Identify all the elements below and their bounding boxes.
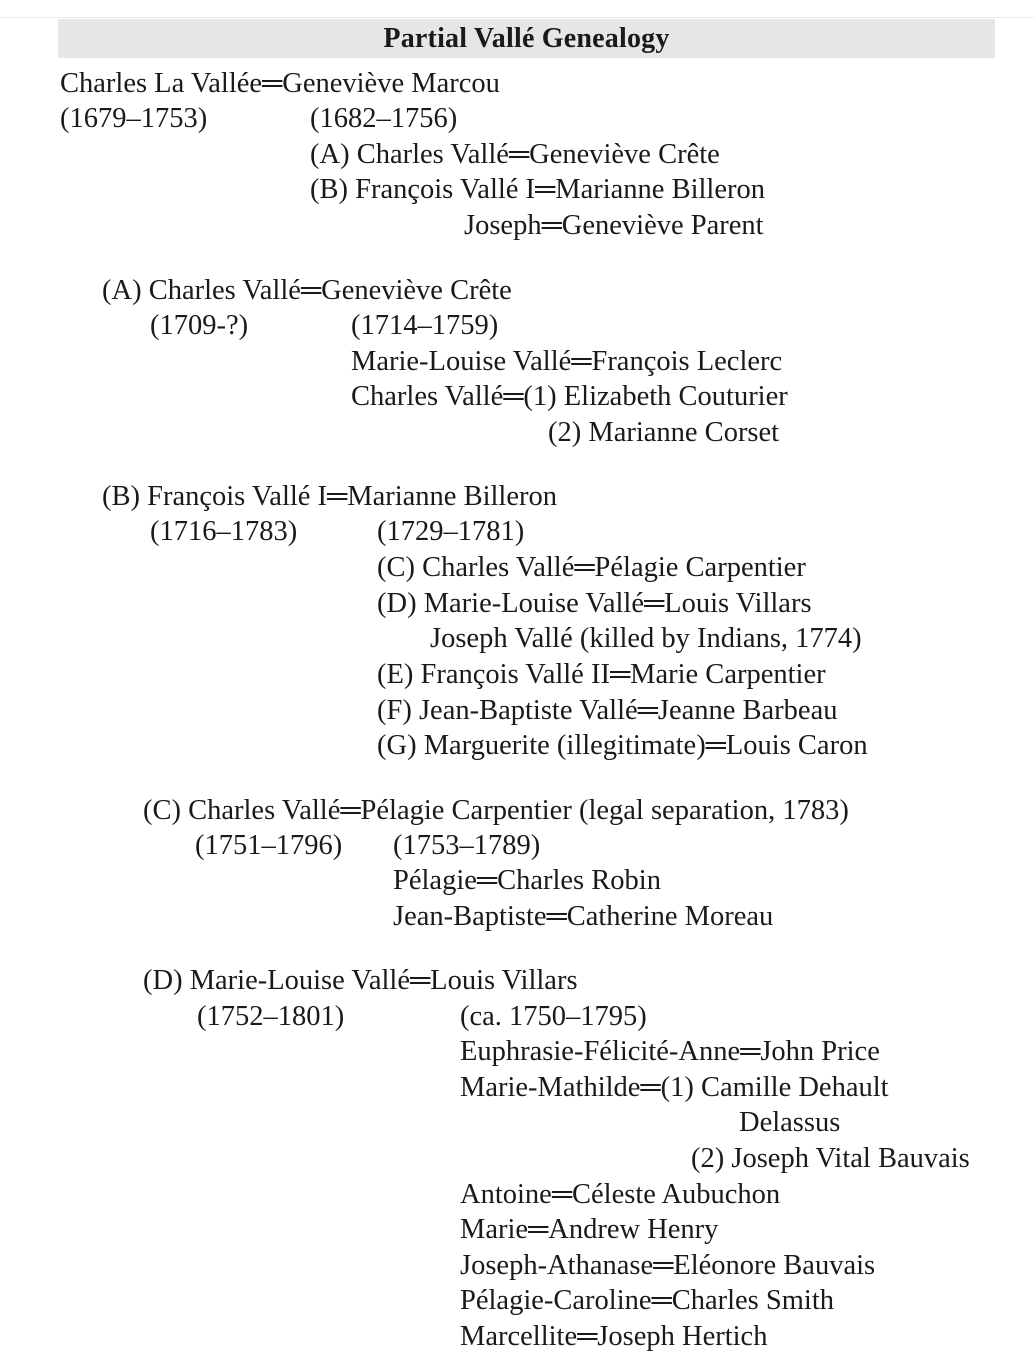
genealogy-line: (A) Charles Vallé═Geneviève Crête [102,275,512,306]
genealogy-line: (1679–1753) [60,103,208,134]
genealogy-line: (B) François Vallé I═Marianne Billeron [310,174,765,205]
genealogy-line: Delassus [739,1107,841,1138]
top-divider [0,17,1034,18]
genealogy-line: (1729–1781) [377,516,525,547]
genealogy-line: Marie-Louise Vallé═François Leclerc [351,346,783,377]
genealogy-line: (C) Charles Vallé═Pélagie Carpentier (legal separation, 1783) [143,795,849,826]
genealogy-line: (1709-?) [150,310,249,341]
genealogy-line: (F) Jean-Baptiste Vallé═Jeanne Barbeau [377,695,838,726]
genealogy-line: Charles Vallé═(1) Elizabeth Couturier [351,381,788,412]
genealogy-line: Charles La Vallée═Geneviève Marcou [60,68,500,99]
genealogy-line: Pélagie═Charles Robin [393,865,661,896]
genealogy-line: (G) Marguerite (illegitimate)═Louis Caron [377,730,868,761]
genealogy-line: Euphrasie-Félicité-Anne═John Price [460,1036,880,1067]
genealogy-line: (1682–1756) [310,103,458,134]
genealogy-line: (D) Marie-Louise Vallé═Louis Villars [377,588,812,619]
genealogy-line: Jean-Baptiste═Catherine Moreau [393,901,774,932]
genealogy-line: (2) Marianne Corset [548,417,780,448]
genealogy-line: Marie-Mathilde═(1) Camille Dehault [460,1072,889,1103]
genealogy-line: (1752–1801) [197,1001,345,1032]
genealogy-line: Marie═Andrew Henry [460,1214,719,1245]
genealogy-line: (B) François Vallé I═Marianne Billeron [102,481,557,512]
genealogy-line: Pélagie-Caroline═Charles Smith [460,1285,834,1316]
genealogy-line: (1753–1789) [393,830,541,861]
genealogy-line: (1716–1783) [150,516,298,547]
genealogy-line: (C) Charles Vallé═Pélagie Carpentier [377,552,806,583]
genealogy-line: (A) Charles Vallé═Geneviève Crête [310,139,720,170]
page-title: Partial Vallé Genealogy [58,19,995,58]
genealogy-line: Joseph Vallé (killed by Indians, 1774) [430,623,862,654]
genealogy-line: (D) Marie-Louise Vallé═Louis Villars [143,965,578,996]
genealogy-line: (2) Joseph Vital Bauvais [691,1143,970,1174]
genealogy-line: (ca. 1750–1795) [460,1001,647,1032]
genealogy-line: (1714–1759) [351,310,499,341]
genealogy-line: (E) François Vallé II═Marie Carpentier [377,659,826,690]
genealogy-line: Antoine═Céleste Aubuchon [460,1179,781,1210]
genealogy-line: Joseph═Geneviève Parent [464,210,764,241]
genealogy-line: (1751–1796) [195,830,343,861]
genealogy-line: Marcellite═Joseph Hertich [460,1321,768,1352]
genealogy-line: Joseph-Athanase═Eléonore Bauvais [460,1250,876,1281]
